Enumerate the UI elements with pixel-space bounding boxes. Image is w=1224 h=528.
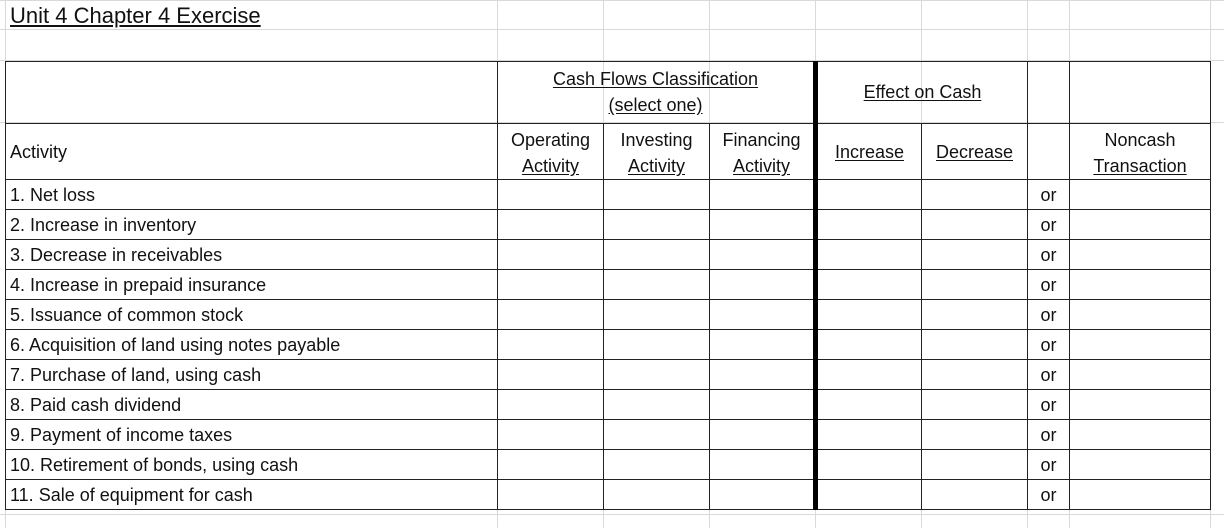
financing-header-line1: Financing [722, 130, 801, 150]
investing-header-line2: Activity [627, 156, 685, 176]
activity-label: 7. Purchase of land, using cash [10, 365, 262, 385]
cash-flows-classification-header: Cash Flows Classification [552, 69, 759, 89]
or-label: or [1040, 455, 1057, 475]
operating-header-line1: Operating [510, 130, 591, 150]
activity-label: 9. Payment of income taxes [10, 425, 233, 445]
activity-label: 1. Net loss [10, 185, 96, 205]
operating-activity-cells[interactable] [498, 180, 603, 509]
or-label: or [1040, 305, 1057, 325]
activity-label: 10. Retirement of bonds, using cash [10, 455, 299, 475]
financing-header-line2: Activity [732, 156, 790, 176]
increase-header: Increase [834, 142, 905, 162]
activity-label: 11. Sale of equipment for cash [10, 485, 253, 505]
sheet-title: Unit 4 Chapter 4 Exercise [10, 3, 261, 28]
investing-header-line1: Investing [620, 130, 693, 150]
or-label: or [1040, 335, 1057, 355]
noncash-transaction-cells[interactable] [1070, 180, 1210, 509]
activity-label: 2. Increase in inventory [10, 215, 197, 235]
activity-column-header: Activity [10, 142, 68, 162]
or-label: or [1040, 365, 1057, 385]
or-label: or [1040, 425, 1057, 445]
or-label: or [1040, 185, 1057, 205]
or-label: or [1040, 275, 1057, 295]
activity-label: 6. Acquisition of land using notes payable [10, 335, 341, 355]
decrease-cells[interactable] [922, 180, 1027, 509]
financing-activity-cells[interactable] [710, 180, 813, 509]
decrease-header: Decrease [935, 142, 1014, 162]
select-one-subheader: (select one) [608, 95, 703, 115]
or-label: or [1040, 485, 1057, 505]
activity-label: 5. Issuance of common stock [10, 305, 244, 325]
or-label: or [1040, 395, 1057, 415]
activity-label: 3. Decrease in receivables [10, 245, 223, 265]
noncash-header-line1: Noncash [1104, 130, 1176, 150]
effect-on-cash-header: Effect on Cash [863, 82, 982, 102]
activity-label: 4. Increase in prepaid insurance [10, 275, 267, 295]
investing-activity-cells[interactable] [604, 180, 709, 509]
activity-label: 8. Paid cash dividend [10, 395, 182, 415]
or-label: or [1040, 245, 1057, 265]
operating-header-line2: Activity [521, 156, 579, 176]
or-label: or [1040, 215, 1057, 235]
noncash-header-line2: Transaction [1093, 156, 1187, 176]
increase-cells[interactable] [818, 180, 921, 509]
